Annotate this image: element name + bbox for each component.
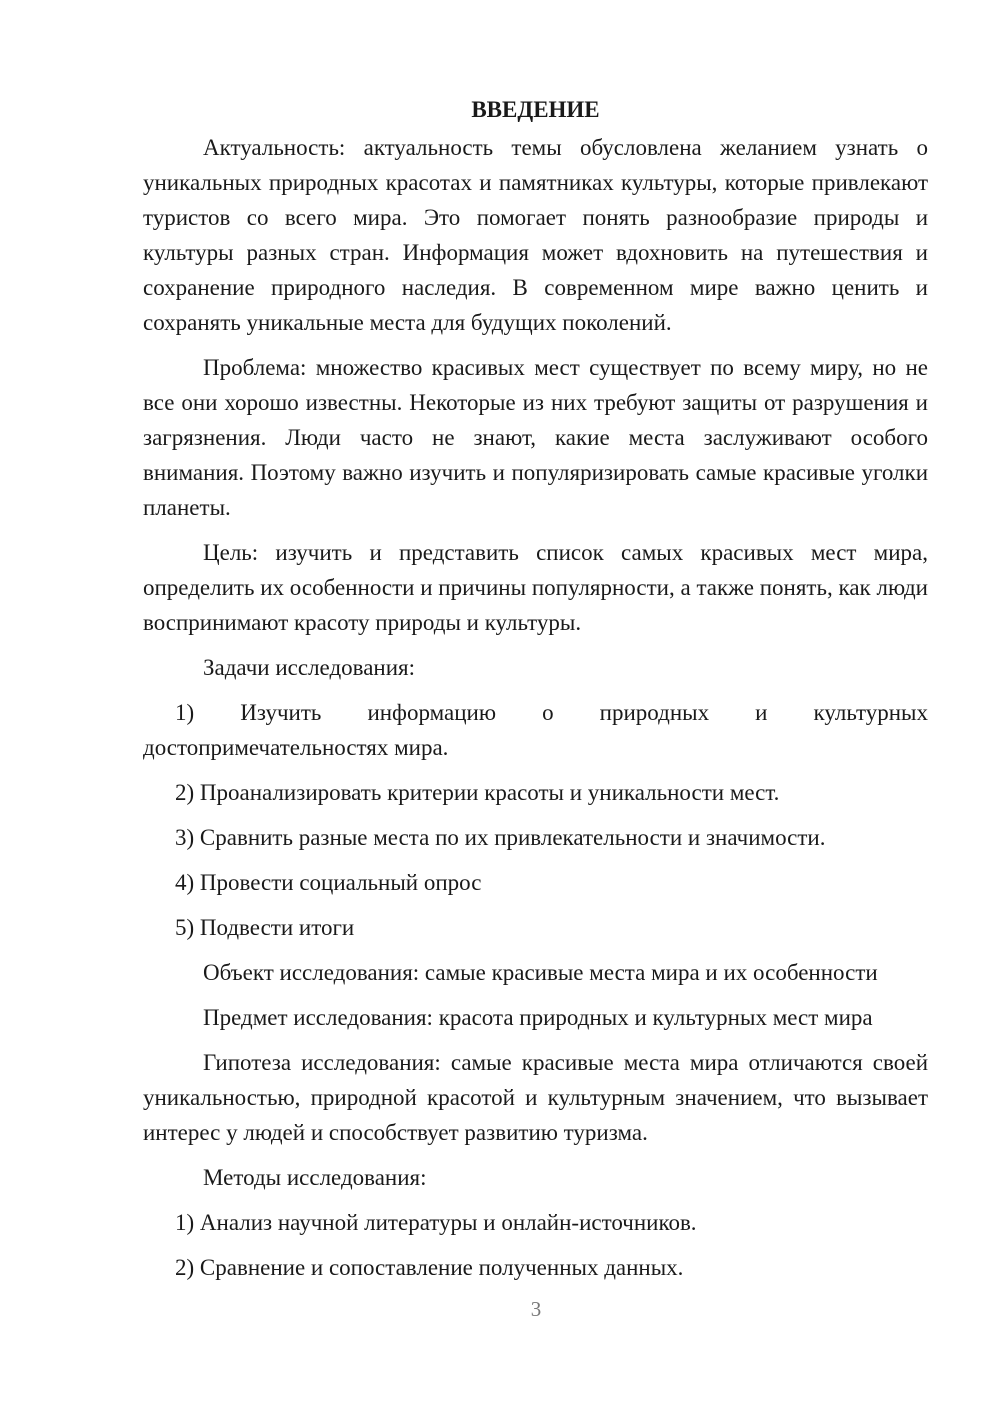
goal-paragraph: Цель: изучить и представить список самых красивых мест мира, определить их особенности и причины популярности, а также понять, как люди воспринимают красоту природы и культуры. xyxy=(143,540,928,635)
page-number: 3 xyxy=(530,1297,542,1321)
task-item: 1) Изучить информацию о природных и культурных достопримечательностях мира. xyxy=(143,700,928,760)
method-item: 1) Анализ научной литературы и онлайн-источников. xyxy=(175,1210,697,1235)
hypothesis-paragraph: Гипотеза исследования: самые красивые места мира отличаются своей уникальностью, природной красотой и культурным значением, что вызывает интерес у людей и способствует развитию туризма. xyxy=(143,1050,928,1145)
method-item: 2) Сравнение и сопоставление полученных данных. xyxy=(175,1255,684,1280)
methods-title: Методы исследования: xyxy=(203,1165,427,1190)
relevance-paragraph: Актуальность: актуальность темы обусловлена желанием узнать о уникальных природных красотах и памятниках культуры, которые привлекают туристов со всего мира. Это помогает понять разнообразие природы и культуры разных стран. Информация может вдохновить на путешествия и сохранение природного наследия. В современном мире важно ценить и сохранять уникальные места для будущих поколений. xyxy=(143,135,928,335)
task-item: 2) Проанализировать критерии красоты и уникальности мест. xyxy=(175,780,780,805)
section-heading: ВВЕДЕНИЕ xyxy=(471,97,600,122)
problem-paragraph: Проблема: множество красивых мест существует по всему миру, но не все они хорошо известны. Некоторые из них требуют защиты от разрушения и загрязнения. Люди часто не знают, какие места заслуживают особого внимания. Поэтому важно изучить и популяризировать самые красивые уголки планеты. xyxy=(143,355,928,520)
object-paragraph: Объект исследования: самые красивые места мира и их особенности xyxy=(203,960,878,985)
tasks-title: Задачи исследования: xyxy=(203,655,416,680)
task-item: 3) Сравнить разные места по их привлекательности и значимости. xyxy=(175,825,826,850)
page-content xyxy=(143,92,928,1295)
subject-paragraph: Предмет исследования: красота природных и культурных мест мира xyxy=(203,1005,873,1030)
task-item: 4) Провести социальный опрос xyxy=(175,870,482,895)
task-item: 5) Подвести итоги xyxy=(175,915,355,940)
